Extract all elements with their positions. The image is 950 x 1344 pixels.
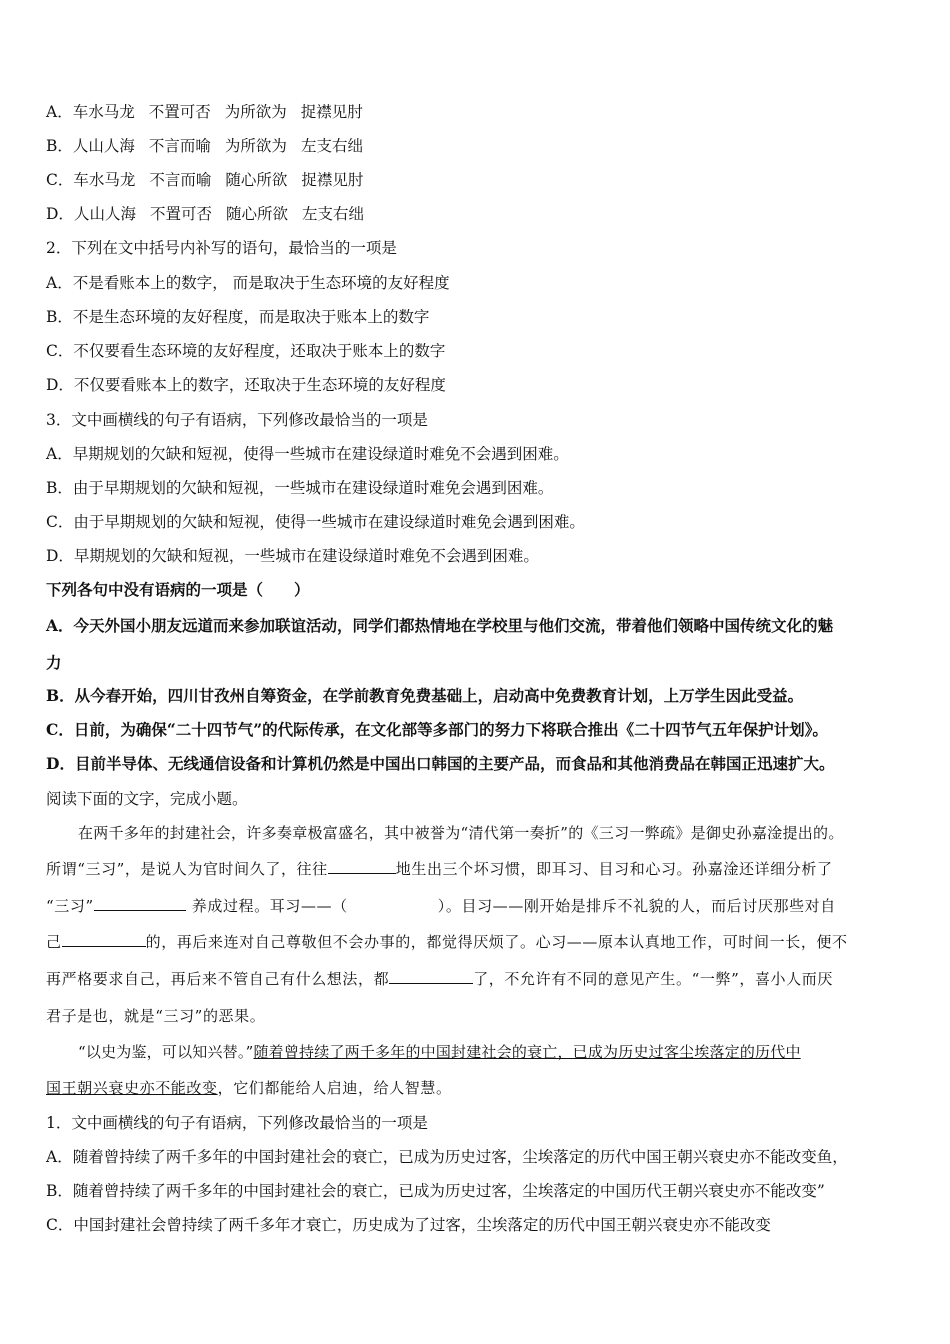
- passage-text: ，它们都能给人启迪，给人智慧。: [217, 1079, 452, 1097]
- option-item: 车水马龙: [72, 103, 135, 121]
- q4-option-a-line2: 力: [46, 653, 62, 672]
- option-item: 人山人海: [72, 137, 135, 155]
- reading-intro: 阅读下面的文字，完成小题。: [46, 790, 248, 808]
- fill-blank-2[interactable]: [94, 896, 186, 911]
- passage-text: 的，再后来连对自己尊敬但不会办事的，都觉得厌烦了。心习——原本认真地工作，可时间一长，便不: [145, 933, 848, 951]
- passage-p1-line3: [46, 896, 836, 916]
- option-item: 左支右绌: [300, 137, 363, 155]
- passage-text: 所谓“三习”，是说人为官时间久了，往往: [46, 860, 328, 878]
- q4-option-d: D．目前半导体、无线通信设备和计算机仍然是中国出口韩国的主要产品，而食品和其他消费品在韩国正迅速扩大。: [46, 754, 835, 773]
- passage-text: 再严格要求自己，再后来不管自己有什么想法，都: [46, 970, 390, 988]
- option-label: D．: [46, 205, 74, 223]
- option-label: A．: [46, 103, 73, 121]
- q3-option-a: A．早期规划的欠缺和短视，使得一些城市在建设绿道时难免不会遇到困难。: [46, 445, 569, 463]
- option-item: 车水马龙: [73, 171, 136, 189]
- passage-p2-line1: [78, 1042, 801, 1062]
- passage-text: 地生出三个坏习惯，即耳习、目习和心习。孙嘉淦还详细分析了: [395, 860, 833, 878]
- passage-p1-line5: [46, 969, 833, 989]
- q2-option-c: C．不仅要看生态环境的友好程度，还取决于账本上的数字: [46, 342, 446, 360]
- q3-stem: 3．文中画横线的句子有语病，下列修改最恰当的一项是: [46, 411, 428, 429]
- fill-blank-1[interactable]: [328, 859, 396, 874]
- q3-option-d: D．早期规划的欠缺和短视，一些城市在建设绿道时难免不会遇到困难。: [46, 547, 539, 565]
- option-label: B．: [46, 137, 73, 155]
- option-item: 随心所欲: [225, 205, 288, 223]
- fill-blank-4[interactable]: [389, 969, 473, 984]
- q4-option-c: C．日前，为确保“二十四节气”的代际传承，在文化部等多部门的努力下将联合推出《二十四节气五年保护计划》。: [46, 720, 828, 739]
- q3-option-b: B．由于早期规划的欠缺和短视，一些城市在建设绿道时难免会遇到困难。: [46, 479, 554, 497]
- q1-option-a: [46, 102, 363, 122]
- q2-option-d: D．不仅要看账本上的数字，还取决于生态环境的友好程度: [46, 376, 446, 394]
- option-item: 随心所欲: [225, 171, 288, 189]
- q4-option-a-line1: A．今天外国小朋友远道而来参加联谊活动，同学们都热情地在学校里与他们交流，带着他们领略中国传统文化的魅: [46, 616, 834, 635]
- option-item: 不言而喻: [149, 171, 212, 189]
- option-item: 为所欲为: [224, 103, 287, 121]
- passage-text: 己: [46, 933, 62, 951]
- q4-option-b: B．从今春开始，四川甘孜州自筹资金，在学前教育免费基础上，启动高中免费教育计划，上万学生因此受益。: [46, 686, 804, 705]
- option-item: 人山人海: [73, 205, 136, 223]
- q4-stem: 下列各句中没有语病的一项是（ ）: [46, 580, 310, 599]
- q5-stem: 1．文中画横线的句子有语病，下列修改最恰当的一项是: [46, 1114, 428, 1132]
- fill-blank-3[interactable]: [62, 932, 146, 947]
- option-item: 捉襟见肘: [301, 171, 364, 189]
- passage-text: “以史为鉴，可以知兴替。”: [78, 1043, 254, 1061]
- q1-option-d: [46, 204, 364, 224]
- underlined-sentence: 国王朝兴衰史亦不能改变: [46, 1079, 218, 1097]
- option-item: 捉襟见肘: [300, 103, 363, 121]
- passage-text: “三习”: [46, 897, 94, 915]
- passage-text: 养成过程。耳习——（: [191, 897, 348, 915]
- passage-p1-line6: 君子是也，就是“三习”的恶果。: [46, 1007, 266, 1025]
- q2-stem: 2．下列在文中括号内补写的语句，最恰当的一项是: [46, 239, 397, 257]
- q1-option-c: [46, 170, 363, 190]
- q5-option-c: C．中国封建社会曾持续了两千多年才衰亡，历史成为了过客，尘埃落定的历代中国王朝兴衰史亦不能改变: [46, 1216, 771, 1234]
- option-item: 不置可否: [149, 205, 212, 223]
- q1-option-b: [46, 136, 363, 156]
- option-label: C．: [46, 171, 74, 189]
- passage-p2-line2: [46, 1078, 452, 1098]
- option-item: 不置可否: [148, 103, 211, 121]
- q3-option-c: C．由于早期规划的欠缺和短视，使得一些城市在建设绿道时难免会遇到困难。: [46, 513, 585, 531]
- q5-option-b: B．随着曾持续了两千多年的中国封建社会的衰亡，已成为历史过客，尘埃落定的中国历代王朝兴衰史亦不能改变”: [46, 1182, 825, 1200]
- passage-p1-line2: [46, 859, 833, 879]
- underlined-sentence: 随着曾持续了两千多年的中国封建社会的衰亡，已成为历史过客尘埃落定的历代中: [253, 1043, 801, 1061]
- q5-option-a: A．随着曾持续了两千多年的中国封建社会的衰亡，已成为历史过客，尘埃落定的历代中国王朝兴衰史亦不能改变鱼，: [46, 1148, 848, 1166]
- option-item: 左支右绌: [301, 205, 364, 223]
- option-item: 为所欲为: [224, 137, 287, 155]
- q2-option-b: B．不是生态环境的友好程度，而是取决于账本上的数字: [46, 308, 430, 326]
- passage-text: ）。目习——刚开始是排斥不礼貌的人，而后讨厌那些对自: [437, 897, 836, 915]
- passage-p1-line1: 在两千多年的封建社会，许多奏章极富盛名，其中被誉为“清代第一奏折”的《三习一弊疏》是御史孙嘉淦提出的。: [78, 824, 844, 842]
- option-item: 不言而喻: [148, 137, 211, 155]
- passage-p1-line4: [46, 932, 848, 952]
- passage-text: 了，不允许有不同的意见产生。“一弊”，喜小人而厌: [473, 970, 833, 988]
- q2-option-a: A．不是看账本上的数字， 而是取决于生态环境的友好程度: [46, 274, 450, 292]
